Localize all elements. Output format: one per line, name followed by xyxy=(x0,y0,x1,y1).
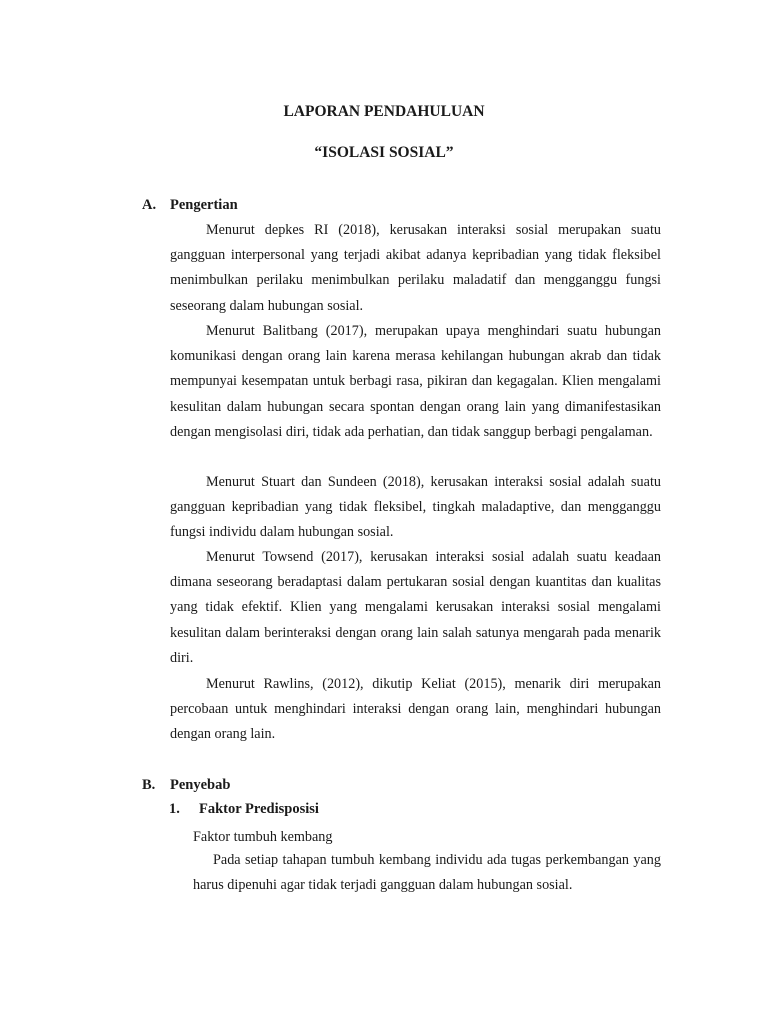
section-b-title: Penyebab xyxy=(170,777,231,793)
section-a-heading xyxy=(142,197,238,214)
subsection-title: Faktor Predisposisi xyxy=(199,801,319,817)
paragraph: Menurut Towsend (2017), kerusakan interaksi sosial adalah suatu keadaan dimana seseorang beradaptasi dalam pertukaran sosial dengan kuantitas dan kualitas yang tidak efektif. Klien yang mengalami kerusakan interaksi sosial mengalami kesulitan dalam berinteraksi dengan orang lain salah satunya mengarah pada menarik diri. xyxy=(170,549,661,666)
paragraph: Menurut depkes RI (2018), kerusakan interaksi sosial merupakan suatu gangguan interpersonal yang terjadi akibat adanya kepribadian yang tidak fleksibel menimbulkan perilaku menimbulkan perilaku maladatif dan mengganggu fungsi seseorang dalam hubungan sosial. xyxy=(170,222,661,314)
paragraph: Pada setiap tahapan tumbuh kembang individu ada tugas perkembangan yang harus dipenuhi agar tidak terjadi gangguan dalam hubungan sosial. xyxy=(193,852,661,894)
section-a-title: Pengertian xyxy=(170,197,238,213)
subsection-number: 1. xyxy=(169,801,180,817)
paragraph: Menurut Balitbang (2017), merupakan upaya menghindari suatu hubungan komunikasi dengan orang lain karena merasa kehilangan hubungan akrab dan tidak mempunyai kesempatan untuk berbagi rasa, pikiran dan kegagalan. Klien mengalami kesulitan dalam hubungan secara spontan dengan orang lain yang dimanifestasikan dengan mengisolasi diri, tidak ada perhatian, dan tidak sanggup berbagi pengalaman. xyxy=(170,323,661,440)
subsection-heading xyxy=(169,801,319,818)
section-b-number: B. xyxy=(142,777,156,793)
subsection-subheading: Faktor tumbuh kembang xyxy=(193,829,333,845)
paragraph: Menurut Stuart dan Sundeen (2018), kerusakan interaksi sosial adalah suatu gangguan kepribadian yang tidak fleksibel, tingkah maladaptive, dan mengganggu fungsi individu dalam hubungan sosial. xyxy=(170,474,661,541)
document-subtitle: “ISOLASI SOSIAL” xyxy=(314,144,454,161)
section-b-heading xyxy=(142,777,230,794)
paragraph: Menurut Rawlins, (2012), dikutip Keliat (2015), menarik diri merupakan percobaan untuk menghindari interaksi dengan orang lain, menghindari hubungan dengan orang lain. xyxy=(170,676,661,743)
section-a-number: A. xyxy=(142,197,157,213)
document-title: LAPORAN PENDAHULUAN xyxy=(283,103,485,120)
